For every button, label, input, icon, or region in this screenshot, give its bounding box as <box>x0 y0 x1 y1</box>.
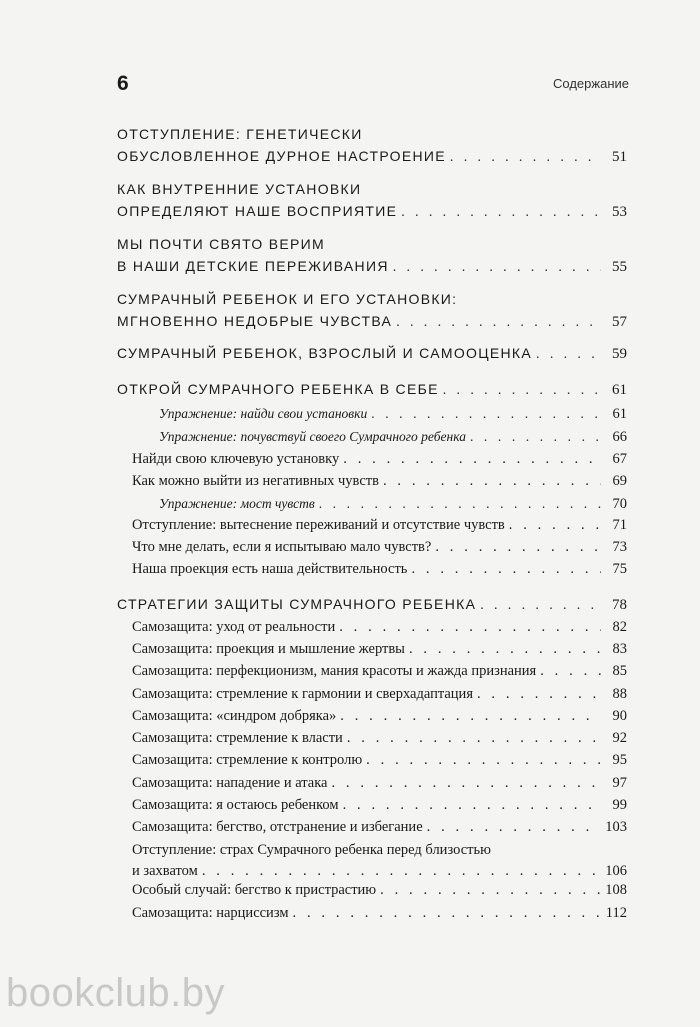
toc-entry-chapter <box>117 342 627 366</box>
toc-page-number: 53 <box>612 204 627 220</box>
toc-page-number: 61 <box>612 406 627 422</box>
toc-entry-section <box>117 449 627 470</box>
dot-leader <box>427 817 601 838</box>
toc-page-number: 61 <box>612 382 627 398</box>
toc-entry-title: Самозащита: нарциссизм <box>132 905 289 921</box>
page-number: 6 <box>117 72 129 95</box>
toc-entry-title: МЫ ПОЧТИ СВЯТО ВЕРИМ <box>117 236 325 252</box>
toc-page-number: 97 <box>612 775 627 791</box>
toc-entry-line <box>132 773 627 794</box>
toc-entry-section <box>117 515 627 536</box>
toc-entry-line <box>117 200 627 224</box>
dot-leader <box>480 595 601 617</box>
toc-page-number: 66 <box>612 429 627 445</box>
toc-page-number: 85 <box>612 663 627 679</box>
dot-leader <box>339 617 601 638</box>
toc-entry-chapter <box>117 593 627 617</box>
toc-entry-line <box>132 880 627 901</box>
toc-page-number: 88 <box>612 686 627 702</box>
toc-entry-section <box>117 817 627 838</box>
toc-page-number: 57 <box>612 314 627 330</box>
dot-leader <box>409 639 601 660</box>
toc-page-number: 83 <box>612 641 627 657</box>
toc-entry-line <box>132 537 627 558</box>
toc-entry-title: Как можно выйти из негативных чувств <box>132 473 379 489</box>
toc-entry-exercise <box>117 426 627 448</box>
toc-entry-line <box>132 515 627 536</box>
toc-entry-title: ОБУСЛОВЛЕННОЕ ДУРНОЕ НАСТРОЕНИЕ <box>117 148 446 164</box>
toc-page-number: 51 <box>612 149 627 165</box>
toc-entry-line <box>132 795 627 816</box>
toc-entry-chapter <box>117 378 627 402</box>
toc-entry-section <box>117 471 627 492</box>
dot-leader <box>401 202 601 224</box>
toc-entry-line <box>132 471 627 492</box>
toc-entry-title: СУМРАЧНЫЙ РЕБЕНОК И ЕГО УСТАНОВКИ: <box>117 291 458 307</box>
toc-entry-line <box>159 493 627 515</box>
toc-entry-line <box>132 559 627 580</box>
toc-entry-line <box>132 903 627 924</box>
toc-entry-line <box>117 145 627 169</box>
dot-leader <box>509 515 601 536</box>
dot-leader <box>411 559 601 580</box>
page-header <box>117 72 629 98</box>
dot-leader <box>371 403 601 424</box>
toc-entry-line <box>132 449 627 470</box>
toc-entry-title: Что мне делать, если я испытываю мало чувств? <box>132 539 432 555</box>
toc-page-number: 112 <box>605 905 627 921</box>
toc-page-number: 108 <box>605 882 627 898</box>
toc-page-number: 59 <box>612 346 627 362</box>
toc-entry-line <box>117 123 627 145</box>
toc-entry-section <box>117 750 627 771</box>
toc-entry-title: Упражнение: найди свои установки <box>159 406 368 421</box>
toc-entry-line <box>117 378 627 402</box>
toc-entry-line <box>117 342 627 366</box>
toc-entry-exercise <box>117 493 627 515</box>
dot-leader <box>331 773 601 794</box>
toc-entry-title: Найди свою ключевую установку <box>132 451 340 467</box>
toc-entry-section <box>117 773 627 794</box>
toc-entry-title: Самозащита: стремление к власти <box>132 730 343 746</box>
toc-entry-section <box>117 880 627 901</box>
toc-entry-title: Особый случай: бегство к пристрастию <box>132 882 377 898</box>
toc-entry-line <box>159 403 627 425</box>
dot-leader <box>293 903 601 924</box>
toc-entry-section <box>117 840 627 882</box>
toc-entry-title: Самозащита: «синдром добряка» <box>132 708 337 724</box>
toc-entry-line <box>117 288 627 310</box>
toc-entry-section <box>117 661 627 682</box>
toc-entry-section <box>117 684 627 705</box>
toc-page-number: 106 <box>605 863 627 879</box>
toc-page-number: 73 <box>612 539 627 555</box>
toc-entry-title: Самозащита: уход от реальности <box>132 619 336 635</box>
toc-entry-line <box>132 617 627 638</box>
dot-leader <box>477 684 601 705</box>
toc-page-number: 99 <box>612 797 627 813</box>
toc-page-number: 71 <box>612 517 627 533</box>
toc-page-number: 78 <box>612 597 627 613</box>
toc-entry-section <box>117 639 627 660</box>
dot-leader <box>383 471 601 492</box>
toc-entry-line <box>117 178 627 200</box>
toc-page-number: 67 <box>612 451 627 467</box>
toc-entry-line <box>132 840 627 861</box>
toc-entry-title: Наша проекция есть наша действительность <box>132 561 408 577</box>
toc-entry-title: КАК ВНУТРЕННИЕ УСТАНОВКИ <box>117 181 362 197</box>
toc-entry-line <box>132 661 627 682</box>
toc-page-number: 82 <box>612 619 627 635</box>
toc-entry-chapter <box>117 123 627 169</box>
toc-entry-title: ОТКРОЙ СУМРАЧНОГО РЕБЕНКА В СЕБЕ <box>117 381 439 397</box>
dot-leader <box>347 728 601 749</box>
toc-page-number: 90 <box>612 708 627 724</box>
dot-leader <box>380 880 601 901</box>
toc-page-number: 70 <box>612 496 627 512</box>
toc-entry-exercise <box>117 403 627 425</box>
toc-entry-section <box>117 795 627 816</box>
toc-entry-line <box>132 750 627 771</box>
toc-entry-section <box>117 559 627 580</box>
toc-entry-title: Отступление: вытеснение переживаний и отсутствие чувств <box>132 517 505 533</box>
toc-entry-line <box>117 255 627 279</box>
dot-leader <box>396 312 601 334</box>
dot-leader <box>393 257 601 279</box>
toc-page-number: 95 <box>612 752 627 768</box>
toc-entry-line <box>117 310 627 334</box>
toc-entry-section <box>117 706 627 727</box>
toc-page-number: 69 <box>612 473 627 489</box>
dot-leader <box>343 449 601 470</box>
dot-leader <box>450 147 601 169</box>
toc-entry-line <box>117 233 627 255</box>
dot-leader <box>536 344 601 366</box>
dot-leader <box>540 661 601 682</box>
dot-leader <box>319 493 601 514</box>
toc-entry-line <box>132 861 627 882</box>
toc-entry-title: ОПРЕДЕЛЯЮТ НАШЕ ВОСПРИЯТИЕ <box>117 203 398 219</box>
dot-leader <box>435 537 601 558</box>
toc-entry-title: ОТСТУПЛЕНИЕ: ГЕНЕТИЧЕСКИ <box>117 126 363 142</box>
toc-entry-title: СУМРАЧНЫЙ РЕБЕНОК, ВЗРОСЛЫЙ И САМООЦЕНКА <box>117 345 533 361</box>
toc-entry-line <box>159 426 627 448</box>
toc-entry-title: Самозащита: я остаюсь ребенком <box>132 797 339 813</box>
toc-entry-section <box>117 537 627 558</box>
dot-leader <box>202 861 601 882</box>
toc-entry-title: Упражнение: мост чувств <box>159 496 315 511</box>
toc-entry-title: Самозащита: стремление к контролю <box>132 752 363 768</box>
toc-page-number: 75 <box>612 561 627 577</box>
toc-page-number: 92 <box>612 730 627 746</box>
toc-entry-title: Самозащита: стремление к гармонии и сверхадаптация <box>132 686 473 702</box>
toc-entry-line <box>117 593 627 617</box>
toc-entry-line <box>132 817 627 838</box>
toc-entry-section <box>117 903 627 924</box>
dot-leader <box>366 750 601 771</box>
toc-entry-section <box>117 728 627 749</box>
toc-entry-title: В НАШИ ДЕТСКИЕ ПЕРЕЖИВАНИЯ <box>117 258 389 274</box>
toc-entry-title: Упражнение: почувствуй своего Сумрачного ребенка <box>159 429 466 444</box>
toc-page-number: 103 <box>605 819 627 835</box>
toc-entry-line <box>132 639 627 660</box>
dot-leader <box>443 380 601 402</box>
watermark: bookclub.by <box>6 971 225 1015</box>
toc-entry-title: СТРАТЕГИИ ЗАЩИТЫ СУМРАЧНОГО РЕБЕНКА <box>117 596 477 612</box>
dot-leader <box>340 706 601 727</box>
dot-leader <box>343 795 601 816</box>
toc-entry-chapter <box>117 178 627 224</box>
toc-entry-chapter <box>117 233 627 279</box>
toc-entry-title: и захватом <box>132 863 198 879</box>
toc-entry-title: МГНОВЕННО НЕДОБРЫЕ ЧУВСТВА <box>117 313 393 329</box>
toc-page-number: 55 <box>612 259 627 275</box>
toc-entry-title: Самозащита: нападение и атака <box>132 775 328 791</box>
toc-entry-title: Самозащита: бегство, отстранение и избегание <box>132 819 423 835</box>
dot-leader <box>470 426 601 447</box>
toc-entry-line <box>132 684 627 705</box>
toc-entry-title: Самозащита: проекция и мышление жертвы <box>132 641 405 657</box>
running-title: Содержание <box>553 76 629 91</box>
toc-entry-line <box>132 706 627 727</box>
toc-entry-chapter <box>117 288 627 334</box>
toc-entry-section <box>117 617 627 638</box>
toc-entry-title: Самозащита: перфекционизм, мания красоты и жажда признания <box>132 663 537 679</box>
toc-entry-title: Отступление: страх Сумрачного ребенка перед близостью <box>132 842 491 858</box>
toc-entry-line <box>132 728 627 749</box>
